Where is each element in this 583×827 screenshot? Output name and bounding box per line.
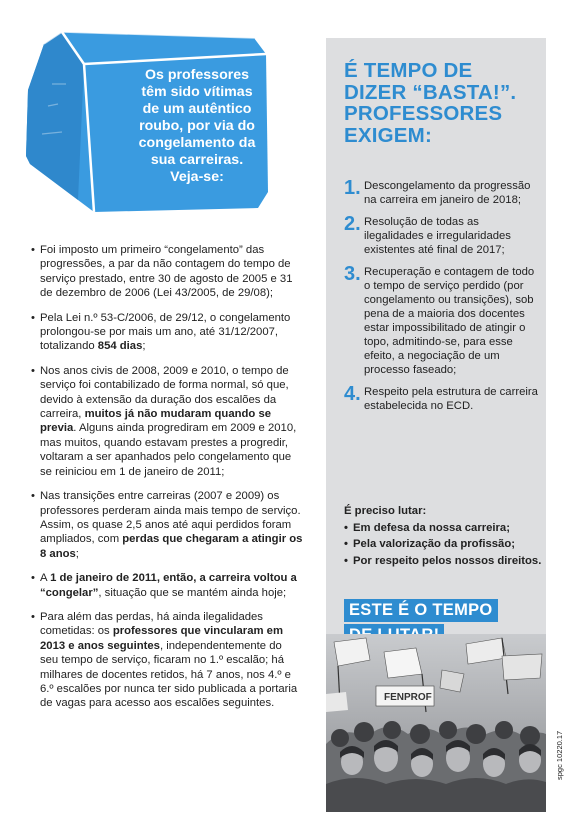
fight-item: • Em defesa da nossa carreira; (344, 521, 544, 536)
fact-item (31, 243, 303, 301)
demand-item (344, 265, 540, 377)
fact-emphasis: 1 de janeiro de 2011, então, a carreira voltou a “congelar” (40, 572, 297, 599)
demands-list (344, 179, 540, 421)
demand-text: Respeito pela estrutura de carreira estabelecida no ECD. (364, 386, 538, 412)
fact-emphasis: perdas que chegaram a atingir os 8 anos (40, 533, 303, 560)
demand-item (344, 179, 540, 207)
headline-line: EXIGEM: (344, 123, 432, 147)
fact-item (31, 364, 303, 479)
reference-code: spgc 10220.17 (555, 730, 564, 780)
headline (344, 60, 544, 146)
headline-line: DIZER “BASTA!”. (344, 80, 517, 104)
demand-number: 1. (344, 177, 361, 199)
intro-line: congelamento da (138, 135, 256, 151)
headline-line: É TEMPO DE (344, 59, 473, 82)
demand-item (344, 215, 540, 257)
demand-number: 3. (344, 263, 361, 285)
intro-text (117, 67, 277, 186)
intro-line: sua carreiras. (150, 152, 244, 168)
ice-cube-graphic (22, 24, 284, 214)
fact-item (31, 311, 303, 354)
demand-text: Recuperação e contagem de todo o tempo de serviço perdido (por congelamento ou transições), sob pena de a maioria dos docentes estar impossibilitado de atingir o topo, admitindo-se, para esse efeito, a negociação de um processo faseado; (364, 266, 535, 376)
demand-text: Resolução de todas as ilegalidades e irregularidades existentes até final de 2017; (364, 216, 511, 256)
facts-list (31, 243, 303, 711)
fact-item (31, 571, 303, 600)
fight-list (344, 521, 544, 569)
fact-text: ; (75, 547, 79, 560)
fact-text: Foi imposto um primeiro “congelamento” das progressões, a par da não contagem do tempo de serviço prestado, entre 30 de agosto de 2005 e 31 de dezembro de 2006 (Lei 43/2005, de 29/08); (40, 244, 293, 300)
fact-emphasis: professores que vincularam em 2013 e anos seguintes (40, 625, 283, 652)
fact-emphasis: 854 dias (97, 340, 143, 353)
protest-sign-text: FENPROF (384, 692, 432, 703)
demands-panel (326, 38, 546, 812)
intro-line: roubo, por via do (139, 118, 255, 134)
fact-text: . Alguns ainda progrediram em 2009 e 2010, mas muitos, quando estavam prestes a progredir, voltaram a ser apanhados pelo congelamento que se reiniciou em 1 de janeiro de 2011; (40, 422, 297, 478)
fact-emphasis: muitos já não mudaram quando se previa (40, 408, 272, 435)
demand-number: 4. (344, 383, 361, 405)
intro-line: Veja-se: (170, 169, 224, 185)
headline-line: PROFESSORES (344, 102, 503, 125)
fact-item (31, 489, 303, 561)
fight-section (344, 504, 544, 570)
fact-text: Nos anos civis de 2008, 2009 e 2010, o tempo de serviço foi contabilizado de forma normal, só que, devido à extensão da duração dos escalões da carreira, (40, 364, 289, 421)
intro-line: de um autêntico (142, 101, 252, 117)
fact-text: Nas transições entre carreiras (2007 e 2009) os professores perderam ainda mais tempo de serviço. Assim, os quase 2,5 anos até aqui perdidos foram ampliados, com (40, 490, 301, 546)
fact-text: Para além das perdas, há ainda ilegalidades cometidas: os (40, 610, 263, 638)
fact-text: , situação que se mantém ainda hoje; (98, 586, 287, 599)
banner-line: ESTE É O TEMPO (344, 599, 498, 622)
fact-text: A (40, 572, 51, 585)
intro-line: Os professores (144, 67, 250, 83)
demand-text: Descongelamento da progressão na carreira em janeiro de 2018; (364, 180, 531, 206)
fight-item: • Por respeito pelos nossos direitos. (344, 554, 544, 569)
demand-number: 2. (344, 213, 361, 235)
fact-text: ; (142, 340, 146, 353)
protest-photo (326, 634, 546, 812)
intro-line: têm sido vítimas (141, 84, 253, 100)
demand-item (344, 385, 540, 413)
fight-title: É preciso lutar: (344, 505, 427, 517)
facts-column (31, 243, 303, 721)
fact-text: Pela Lei n.º 53-C/2006, de 29/12, o congelamento prolongou-se por mais um ano, até 31/12/2007, totalizando (40, 311, 291, 353)
fact-item (31, 610, 303, 711)
fight-item: • Pela valorização da profissão; (344, 537, 544, 552)
fact-text: , independentemente do seu tempo de serviço, ficaram no 1.º escalão; há milhares de docentes retidos, há 7 anos, nos 4.º e 6.º escalões por nunca ter sido publicada a portaria de vagas para acesso aos escalões seguintes. (40, 639, 298, 710)
